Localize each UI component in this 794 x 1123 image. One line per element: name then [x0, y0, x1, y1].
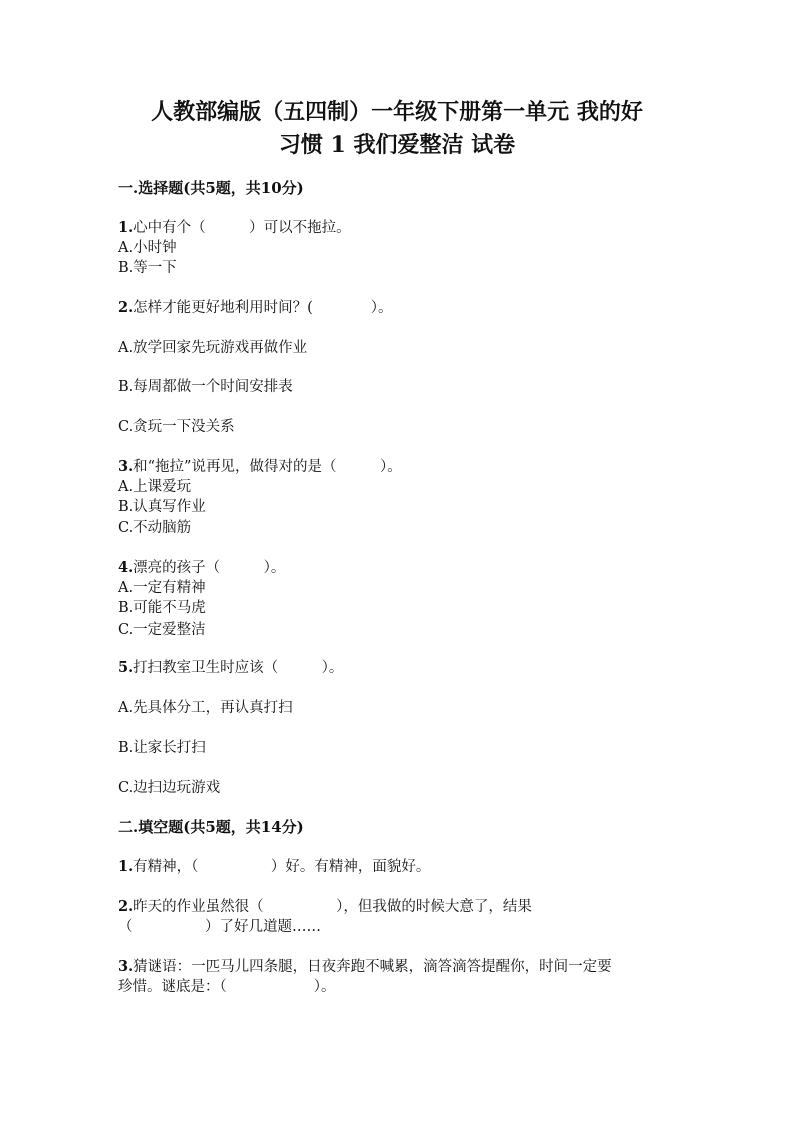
question-number: 4.	[118, 559, 134, 576]
question-1-5	[118, 658, 343, 678]
option: C.一定爱整洁	[118, 622, 206, 638]
question-text-continued: （ ）了好几道题……	[118, 919, 321, 935]
question-2-1	[118, 857, 430, 877]
option: C.不动脑筋	[118, 520, 192, 536]
option: C.贪玩一下没关系	[118, 419, 235, 435]
question-1-2	[118, 298, 393, 318]
option: B.每周都做一个时间安排表	[118, 379, 293, 395]
question-number: 1.	[118, 858, 134, 875]
question-number: 2.	[118, 299, 134, 316]
option: A.放学回家先玩游戏再做作业	[118, 340, 308, 356]
option: C.边扫边玩游戏	[118, 780, 221, 796]
question-1-1	[118, 218, 351, 238]
option: A.小时钟	[118, 240, 177, 256]
question-number: 3.	[118, 458, 134, 475]
question-stem: 漂亮的孩子（ ）。	[133, 560, 286, 576]
question-number: 5.	[118, 659, 134, 676]
section-2-heading: 二.填空题(共5题，共14分)	[118, 818, 304, 836]
title-line-2: 习惯 1 我们爱整洁 试卷	[278, 132, 516, 158]
option: A.先具体分工，再认真打扫	[118, 700, 293, 716]
question-text: 昨天的作业虽然很（ ），但我做的时候大意了，结果	[133, 899, 532, 915]
question-stem: 打扫教室卫生时应该（ ）。	[133, 660, 344, 676]
question-2-3	[118, 957, 612, 977]
section-1-heading: 一.选择题(共5题，共10分)	[118, 179, 304, 197]
question-stem: 和“拖拉”说再见，做得对的是（ ）。	[133, 459, 402, 475]
question-1-3	[118, 457, 402, 477]
question-2-2	[118, 897, 532, 917]
question-stem: 怎样才能更好地利用时间？( ）。	[133, 300, 393, 316]
question-number: 3.	[118, 958, 134, 975]
question-stem: 心中有个（ ）可以不拖拉。	[133, 220, 351, 236]
question-number: 2.	[118, 898, 134, 915]
question-1-4	[118, 558, 285, 578]
option: B.可能不马虎	[118, 600, 206, 616]
option: B.认真写作业	[118, 499, 206, 515]
title-line-1: 人教部编版（五四制）一年级下册第一单元 我的好	[151, 99, 643, 125]
option: B.等一下	[118, 260, 177, 276]
question-text: 有精神，（ ）好。有精神，面貌好。	[133, 859, 431, 875]
option: B.让家长打扫	[118, 740, 206, 756]
option: A.一定有精神	[118, 580, 206, 596]
question-text: 猜谜语：一匹马儿四条腿，日夜奔跑不喊累，滴答滴答提醒你，时间一定要	[133, 959, 612, 975]
question-text-continued: 珍惜。谜底是：（ ）。	[118, 979, 336, 995]
option: A.上课爱玩	[118, 479, 192, 495]
question-number: 1.	[118, 219, 134, 236]
